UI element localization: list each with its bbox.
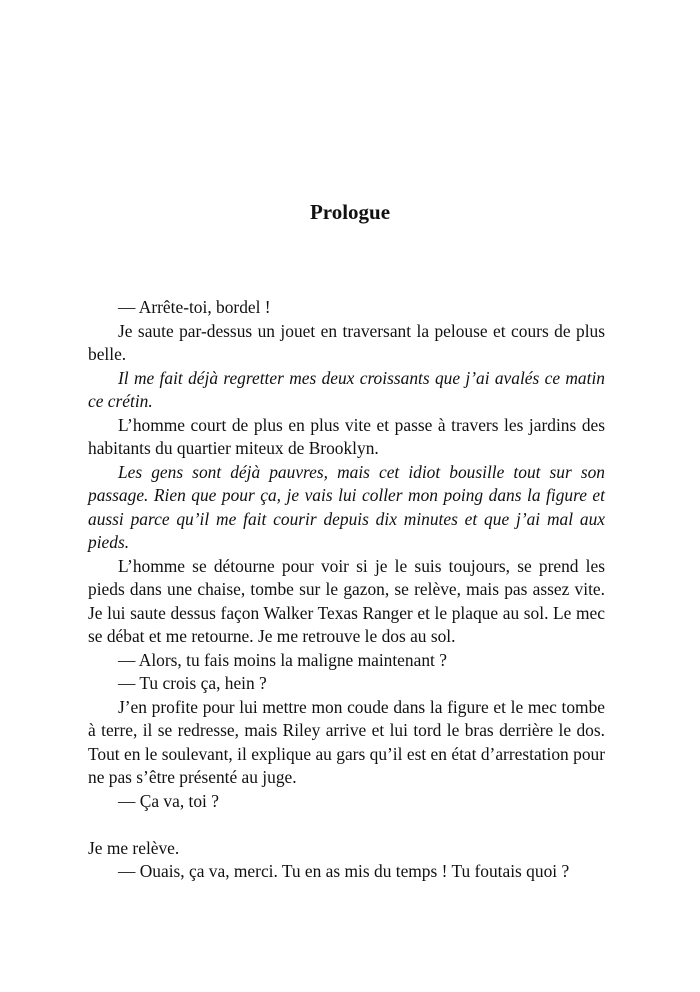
paragraph: J’en profite pour lui mettre mon coude dans la figure et le mec tombe à terre, il se redresse, mais Riley arrive et lui tord le bras derrière le dos. Tout en le soulevant, il explique au gars qu’il est en état d’arrestation pour ne pas s’être présenté au juge. xyxy=(88,696,605,787)
dialogue-line: — Tu crois ça, hein ? xyxy=(118,673,267,693)
chapter-body xyxy=(88,296,605,884)
inner-thought: Il me fait déjà regretter mes deux croissants que j’ai avalés ce matin ce crétin. xyxy=(88,367,605,411)
dialogue-line: — Ça va, toi ? xyxy=(118,790,219,811)
chapter-title: Prologue xyxy=(309,200,391,224)
inner-thought: Les gens sont déjà pauvres, mais cet idiot bousille tout sur son passage. Rien que pour ça, je vais lui coller mon poing dans la figure et aussi parce qu’il me fait courir depuis dix minutes et que j’ai mal aux pieds. xyxy=(88,461,605,552)
dialogue-line: — Alors, tu fais moins la maligne maintenant ? xyxy=(118,649,447,670)
paragraph: L’homme se détourne pour voir si je le suis toujours, se prend les pieds dans une chaise, tombe sur le gazon, se relève, mais pas assez vite. Je lui saute dessus façon Walker Texas Ranger et le plaque au sol. Le mec se débat et me retourne. Je me retrouve le dos au sol. xyxy=(88,555,605,646)
paragraph: Je saute par-dessus un jouet en traversant la pelouse et cours de plus belle. xyxy=(88,320,605,364)
paragraph: L’homme court de plus en plus vite et passe à travers les jardins des habitants du quartier miteux de Brooklyn. xyxy=(88,414,605,458)
dialogue-line: — Arrête-toi, bordel ! xyxy=(118,297,271,317)
paragraph: Je me relève. xyxy=(88,837,180,858)
dialogue-line: — Ouais, ça va, merci. Tu en as mis du temps ! Tu foutais quoi ? xyxy=(118,861,570,881)
